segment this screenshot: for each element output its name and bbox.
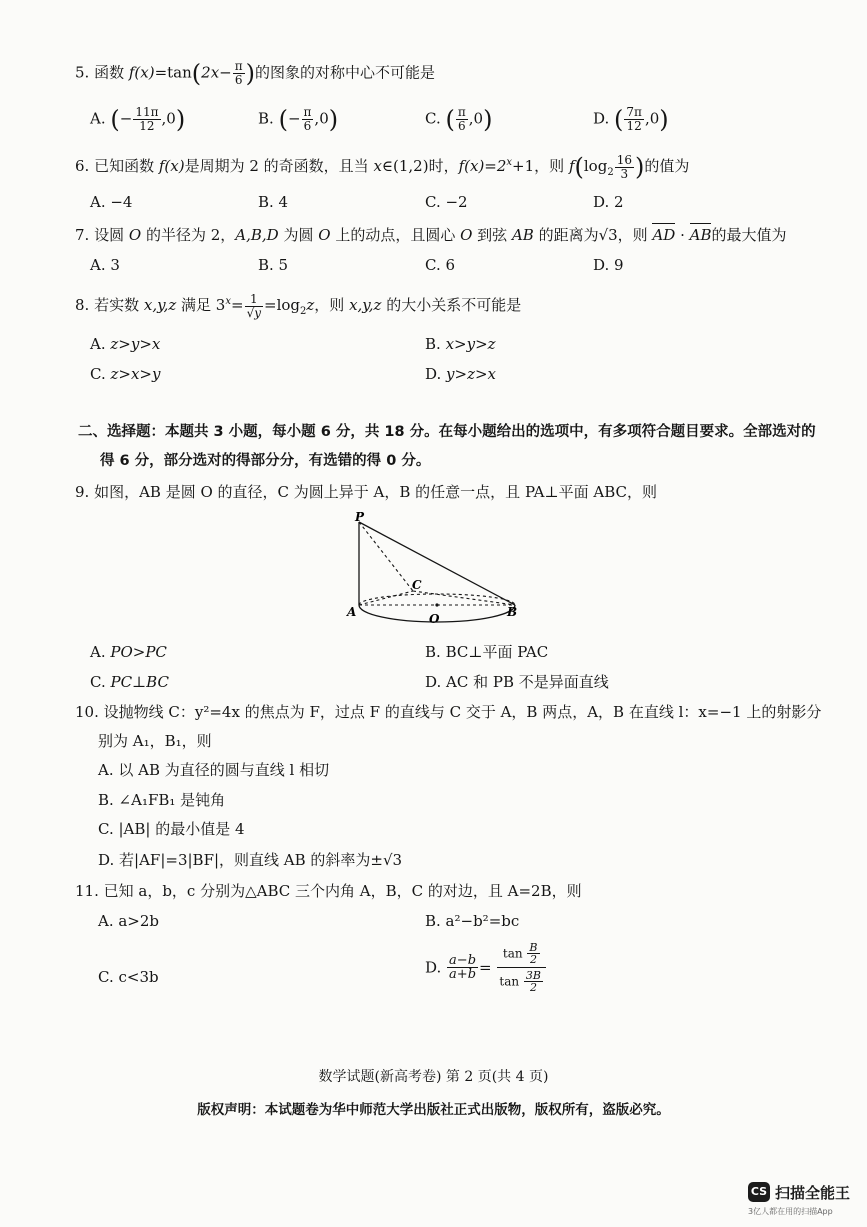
fraction: $\frac{1}{√y}$ (246, 291, 261, 320)
question-10-option-a: A. 以 AB 为直径的圆与直线 l 相切 (98, 761, 330, 779)
question-5-option-d: D. ( $\frac{7\pi}{12}$ ,0) (593, 105, 669, 134)
question-9-option-d: D. AC 和 PB 不是异面直线 (425, 673, 609, 691)
fraction: $\frac{\pi}{6}$ (234, 59, 243, 87)
vector-ab: AB (689, 226, 712, 244)
question-6-stem: 6. 已知函数 f(x)是周期为 2 的奇函数，且当 x∈(1,2)时，$f(x)=2^x+1$，则 $f(\log_2$ $\frac{16}{3}$ )的值为 (75, 152, 690, 181)
question-11-option-c: C. c<3b (98, 968, 159, 986)
scanner-watermark (748, 1180, 863, 1220)
question-6-option-c: C. −2 (425, 193, 468, 211)
question-7-option-a: A. 3 (90, 256, 120, 274)
edge-pc (359, 522, 413, 591)
camscanner-name: 扫描全能王 (775, 1184, 851, 1202)
question-9-option-a: A. PO>PC (90, 643, 167, 661)
question-11-option-b: B. a²−b²=bc (425, 912, 520, 930)
fraction-lhs: $\frac{a-b}{a+b}$ (449, 953, 477, 982)
question-10-option-c: C. |AB| 的最小值是 4 (98, 820, 245, 838)
question-9-option-c: C. PC⊥BC (90, 673, 169, 691)
vector-ad: AD (652, 226, 676, 244)
question-9-stem: 9. 如图，AB 是圆 O 的直径，C 为圆上异于 A，B 的任意一点，且 PA⊥平面 ABC，则 (75, 483, 657, 501)
fraction: $\frac{3B}{2}$ (525, 969, 542, 994)
center-point-o (435, 603, 438, 606)
label-a: A (347, 605, 357, 619)
question-8-option-b: B. x>y>z (425, 335, 496, 353)
question-5-stem: 5. 函数 f(x)=tan(2x− $\frac{\pi}{6}$ )的图象的对称中心不可能是 (75, 59, 436, 88)
question-7-stem: 7. 设圆 O 的半径为 2，A,B,D 为圆 O 上的动点，且圆心 O 到弦 AB 的距离为√3，则 AD · AB的最大值为 (75, 226, 787, 244)
edge-cb (413, 591, 515, 605)
label-b: B (507, 605, 518, 619)
fraction: $\frac{\pi}{6}$ (457, 105, 466, 133)
question-6-option-b: B. 4 (258, 193, 289, 211)
question-5-option-b: B. (− $\frac{\pi}{6}$ ,0) (258, 105, 339, 134)
question-10-stem-line-2: 别为 A₁，B₁，则 (98, 732, 212, 750)
question-8-option-d: D. y>z>x (425, 365, 497, 383)
question-6-option-d: D. 2 (593, 193, 624, 211)
copyright-notice: 版权声明：本试题卷为华中师范大学出版社正式出版物，版权所有，盗版必究。 (197, 1102, 670, 1118)
question-8-option-a: A. z>y>x (90, 335, 161, 353)
fraction: $\frac{\pi}{6}$ (303, 105, 312, 133)
question-5-option-a: A. (− $\frac{11\pi}{12}$ ,0) (90, 105, 186, 134)
question-7-option-b: B. 5 (258, 256, 289, 274)
label-c: C (412, 578, 422, 592)
question-10-option-d: D. 若|AF|=3|BF|，则直线 AB 的斜率为±√3 (98, 851, 403, 869)
page-info: 数学试题(新高考卷) 第 2 页(共 4 页) (318, 1069, 549, 1085)
fraction: $\frac{11\pi}{12}$ (135, 105, 159, 133)
camscanner-tagline: 3亿人都在用的扫描App (748, 1207, 833, 1216)
label-o: O (429, 612, 440, 626)
question-6-option-a: A. −4 (90, 193, 133, 211)
camscanner-logo-icon: CS (748, 1182, 770, 1202)
question-8-option-c: C. z>x>y (90, 365, 161, 383)
question-11-option-a: A. a>2b (98, 912, 160, 930)
fraction-rhs: tan $\frac{B}{2}$ tan $\frac{3B}{2}$ (497, 942, 546, 993)
question-11-option-d: D. $\frac{a-b}{a+b}$ = tan $\frac{B}{2}$ tan $\frac{3B}{2}$ (425, 942, 547, 993)
edge-ac (359, 591, 413, 605)
fraction: $\frac{7\pi}{12}$ (626, 105, 642, 133)
question-5-option-c: C. ( $\frac{\pi}{6}$ ,0) (425, 105, 493, 134)
question-7-option-d: D. 9 (593, 256, 624, 274)
question-9-option-b: B. BC⊥平面 PAC (425, 643, 549, 661)
label-p: P (355, 510, 365, 524)
cone-figure (345, 508, 525, 630)
section-2-header-line-2: 得 6 分，部分选对的得部分分，有选错的得 0 分。 (100, 453, 431, 469)
edge-pb (359, 522, 515, 605)
fraction: $\frac{16}{3}$ (616, 152, 632, 181)
fraction: $\frac{B}{2}$ (529, 941, 538, 966)
section-2-header-line-1: 二、选择题：本题共 3 小题，每小题 6 分，共 18 分。在每小题给出的选项中，有多项符合题目要求。全部选对的 (78, 424, 816, 440)
question-10-stem-line-1: 10. 设抛物线 C：y²=4x 的焦点为 F，过点 F 的直线与 C 交于 A，B 两点，A，B 在直线 l：x=−1 上的射影分 (75, 703, 822, 721)
question-11-stem: 11. 已知 a，b，c 分别为△ABC 三个内角 A，B，C 的对边，且 A=2B，则 (75, 882, 582, 900)
question-10-option-b: B. ∠A₁FB₁ 是钝角 (98, 791, 226, 809)
question-8-stem: 8. 若实数 x,y,z 满足 $3^x=$ $\frac{1}{√y}$ $=\log_2z$，则 x,y,z 的大小关系不可能是 (75, 291, 522, 320)
question-7-option-c: C. 6 (425, 256, 456, 274)
